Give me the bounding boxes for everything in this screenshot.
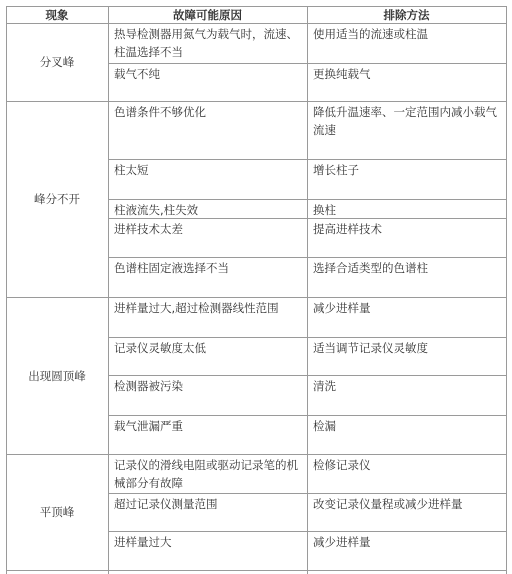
remedy-cell: 适当调节记录仪灵敏度 (313, 341, 428, 355)
cause-cell: 载气不纯 (114, 67, 160, 81)
cause-cell: 进样量过大,超过检测器线性范围 (114, 301, 279, 315)
remedy-cell: 改变记录仪量程或减少进样量 (313, 497, 463, 511)
grid-line (6, 6, 507, 7)
grid-line (108, 375, 507, 376)
phenomenon-cell: 分叉峰 (39, 55, 75, 69)
cause-cell: 柱液流失,柱失效 (114, 203, 199, 217)
cause-cell: 进样量过大 (114, 535, 172, 549)
remedy-cell: 使用适当的流速或柱温 (313, 27, 428, 41)
remedy-cell: 减少进样量 (313, 535, 371, 549)
grid-line (108, 415, 507, 416)
grid-line (108, 63, 507, 64)
cause-cell: 检测器被污染 (114, 379, 183, 393)
remedy-cell: 检漏 (313, 419, 336, 433)
remedy-cell: 选择合适类型的色谱柱 (313, 261, 428, 275)
remedy-cell: 换柱 (313, 203, 336, 217)
grid-line (6, 101, 507, 102)
cause-cell: 载气泄漏严重 (114, 419, 183, 433)
phenomenon-cell: 峰分不开 (34, 192, 80, 206)
cause-cell: 色谱条件不够优化 (114, 105, 206, 119)
remedy-cell: 检修记录仪 (313, 458, 371, 472)
phenomenon-cell: 平顶峰 (39, 505, 75, 519)
header-remedy: 排除方法 (307, 6, 506, 23)
grid-line (6, 454, 507, 455)
cause-cell: 超过记录仪测量范围 (114, 497, 218, 511)
grid-line (6, 23, 507, 24)
cause-cell: 柱太短 (114, 163, 149, 177)
remedy-cell: 降低升温速率、一定范围内减小载气流速 (313, 105, 497, 137)
remedy-cell: 增长柱子 (313, 163, 359, 177)
grid-line (307, 6, 308, 574)
grid-line (6, 6, 7, 574)
grid-line (6, 297, 507, 298)
remedy-cell: 减少进样量 (313, 301, 371, 315)
remedy-cell: 提高进样技术 (313, 222, 382, 236)
header-cause: 故障可能原因 (108, 6, 307, 23)
grid-line (108, 199, 507, 200)
cause-cell: 热导检测器用氮气为载气时，流速、柱温选择不当 (114, 27, 298, 59)
grid-line (108, 337, 507, 338)
grid-line (108, 218, 507, 219)
cause-cell: 色谱柱固定液选择不当 (114, 261, 229, 275)
cause-cell: 记录仪灵敏度太低 (114, 341, 206, 355)
phenomenon-cell: 出现圆顶峰 (28, 368, 86, 383)
cause-cell: 进样技术太差 (114, 222, 183, 236)
grid-line (108, 257, 507, 258)
grid-line (108, 531, 507, 532)
grid-line (108, 493, 507, 494)
header-phenomenon: 现象 (6, 6, 108, 23)
grid-line (108, 6, 109, 574)
grid-line (108, 159, 507, 160)
grid-line (506, 6, 507, 574)
remedy-cell: 更换纯载气 (313, 67, 371, 81)
grid-line (6, 570, 507, 571)
remedy-cell: 清洗 (313, 379, 336, 393)
cause-cell: 记录仪的滑线电阻或驱动记录笔的机械部分有故障 (114, 458, 298, 490)
